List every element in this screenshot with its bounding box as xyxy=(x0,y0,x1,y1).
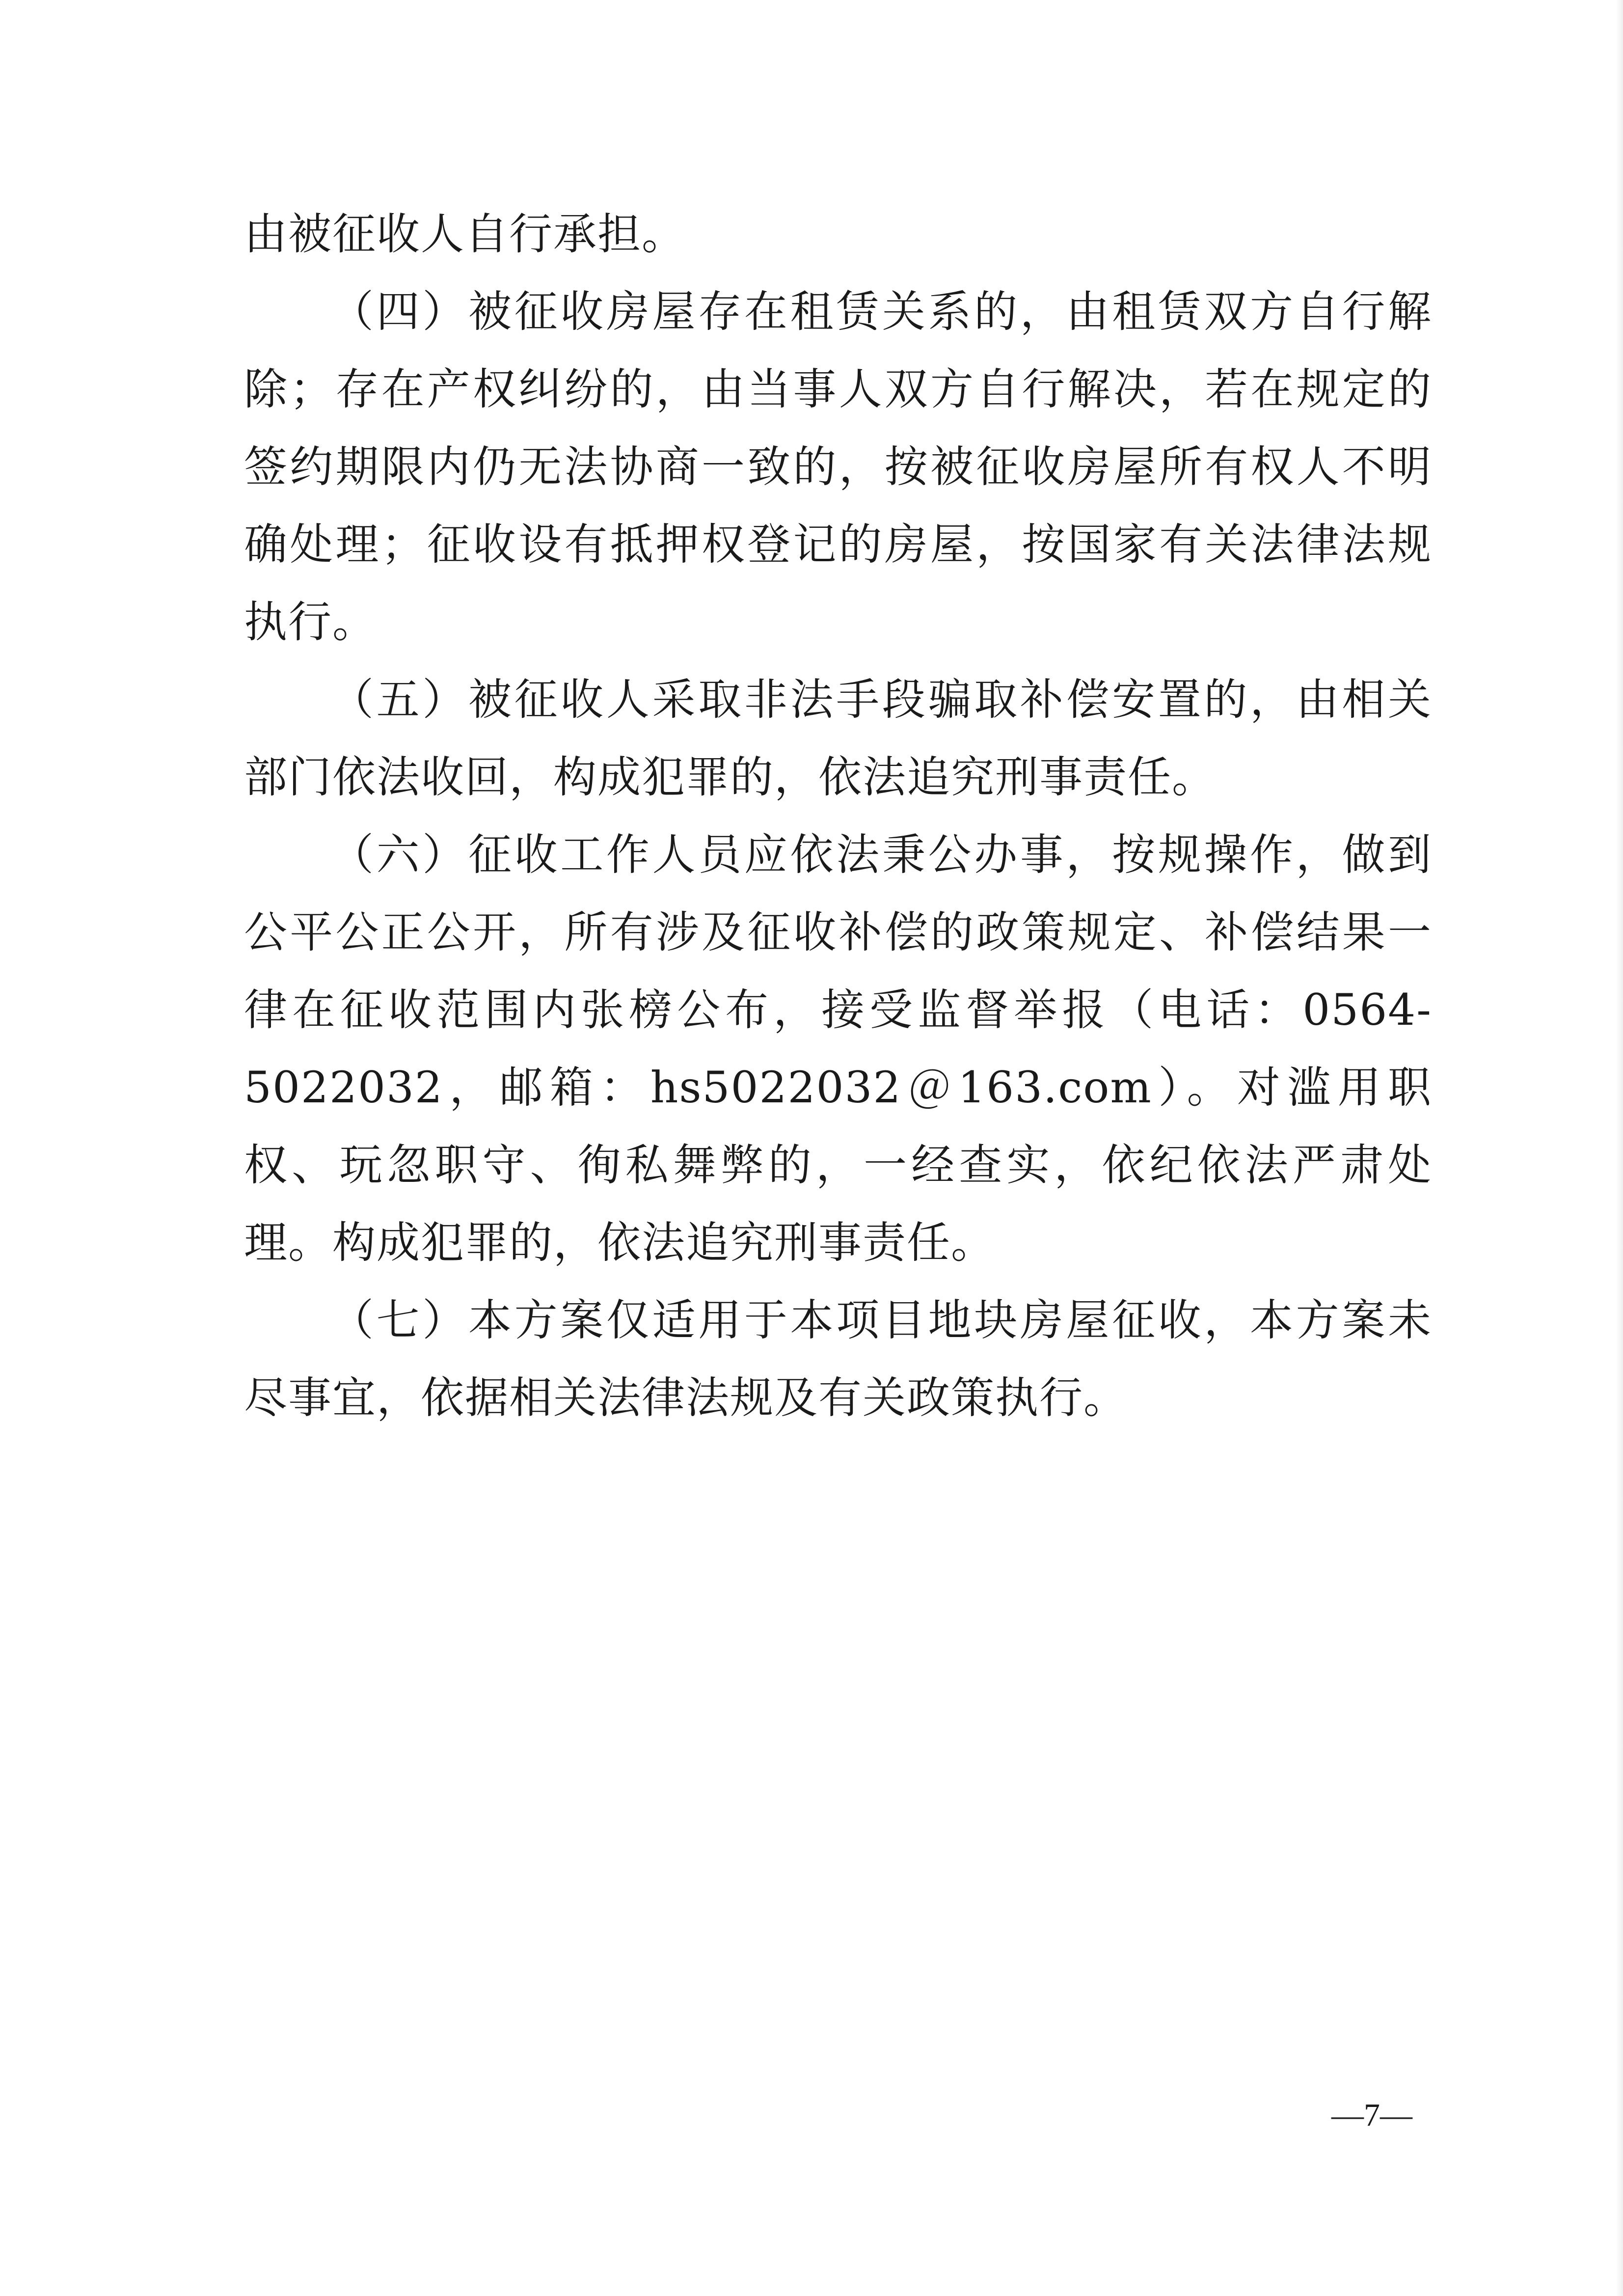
paragraph-item-6: （六）征收工作人员应依法秉公办事，按规操作，做到公平公正公开，所有涉及征收补偿的政策规定、补偿结果一律在征收范围内张榜公布，接受监督举报（电话：0564-5022032，邮箱：hs5022032＠163.com）。对滥用职权、玩忽职守、徇私舞弊的，一经查实，依纪依法严肃处理。构成犯罪的，依法追究刑事责任。 xyxy=(244,829,1432,1268)
scan-edge xyxy=(1616,0,1623,2296)
document-body xyxy=(244,195,1432,1437)
paragraph-continuation: 由被征收人自行承担。 xyxy=(244,209,686,259)
paragraph-item-4: （四）被征收房屋存在租赁关系的，由租赁双方自行解除；存在产权纠纷的，由当事人双方自行解决，若在规定的签约期限内仍无法协商一致的，按被征收房屋所有权人不明确处理；征收设有抵押权登记的房屋，按国家有关法律法规执行。 xyxy=(244,286,1432,647)
paragraph-item-5: （五）被征收人采取非法手段骗取补偿安置的，由相关部门依法收回，构成犯罪的，依法追究刑事责任。 xyxy=(244,674,1432,802)
page-number: —7— xyxy=(1331,2097,1412,2133)
paragraph-item-7: （七）本方案仅适用于本项目地块房屋征收，本方案未尽事宜，依据相关法律法规及有关政策执行。 xyxy=(244,1295,1432,1423)
